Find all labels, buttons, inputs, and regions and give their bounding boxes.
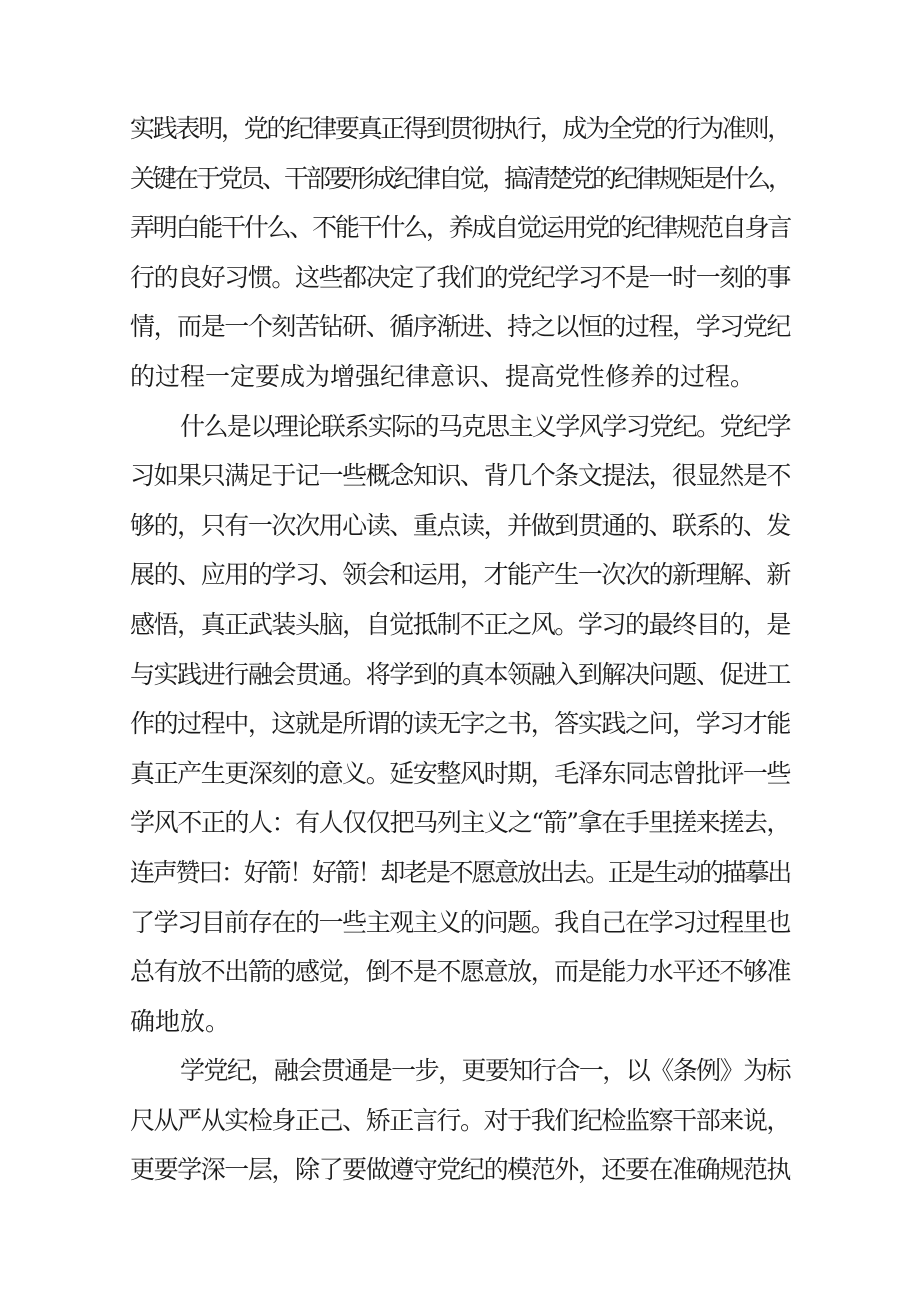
text-line: 作的过程中，这就是所谓的读无字之书，答实践之问，学习才能 [130,709,791,739]
text-line: 情，而是一个刻苦钻研、循序渐进、持之以恒的过程，学习党纪 [130,312,791,342]
text-line: 实践表明，党的纪律要真正得到贯彻执行，成为全党的行为准则， [130,114,791,143]
text-line: 展的、应用的学习、领会和运用，才能产生一次次的新理解、新 [130,560,791,590]
text-line: 学风不正的人：有人仅仅把马列主义之“箭”拿在手里搓来搓去， [130,808,790,838]
text-line: 真正产生更深刻的意义。延安整风时期，毛泽东同志曾批评一些 [130,758,791,788]
text-line: 够的，只有一次次用心读、重点读，并做到贯通的、联系的、发 [130,510,791,540]
text-line: 总有放不出箭的感觉，倒不是不愿意放，而是能力水平还不够准 [130,957,791,987]
text-line: 与实践进行融会贯通。将学到的真本领融入到解决问题、促进工 [130,659,791,689]
text-line: 确地放。 [130,1006,231,1036]
text-line: 习如果只满足于记一些概念知识、背几个条文提法，很显然是不 [130,461,791,491]
text-line: 感悟，真正武装头脑，自觉抵制不正之风。学习的最终目的，是 [130,609,791,639]
text-line: 的过程一定要成为增强纪律意识、提高党性修养的过程。 [130,361,756,391]
text-line: 什么是以理论联系实际的马克思主义学风学习党纪。党纪学 [180,411,791,441]
text-line: 尺从严从实检身正己、矫正言行。对于我们纪检监察干部来说， [130,1105,791,1135]
text-line: 行的良好习惯。这些都决定了我们的党纪学习不是一时一刻的事 [130,262,791,292]
text-line: 学党纪，融会贯通是一步，更要知行合一，以《条例》为标 [180,1056,791,1086]
body-text [130,104,790,1195]
text-line: 连声赞曰：好箭！好箭！却老是不愿意放出去。正是生动的描摹出 [130,857,791,887]
text-line: 了学习目前存在的一些主观主义的问题。我自己在学习过程里也 [130,907,791,937]
text-line: 弄明白能干什么、不能干什么，养成自觉运用党的纪律规范自身言 [130,213,791,243]
text-line: 关键在于党员、干部要形成纪律自觉，搞清楚党的纪律规矩是什么， [130,163,791,193]
text-line: 更要学深一层，除了要做遵守党纪的模范外，还要在准确规范执 [130,1155,791,1185]
